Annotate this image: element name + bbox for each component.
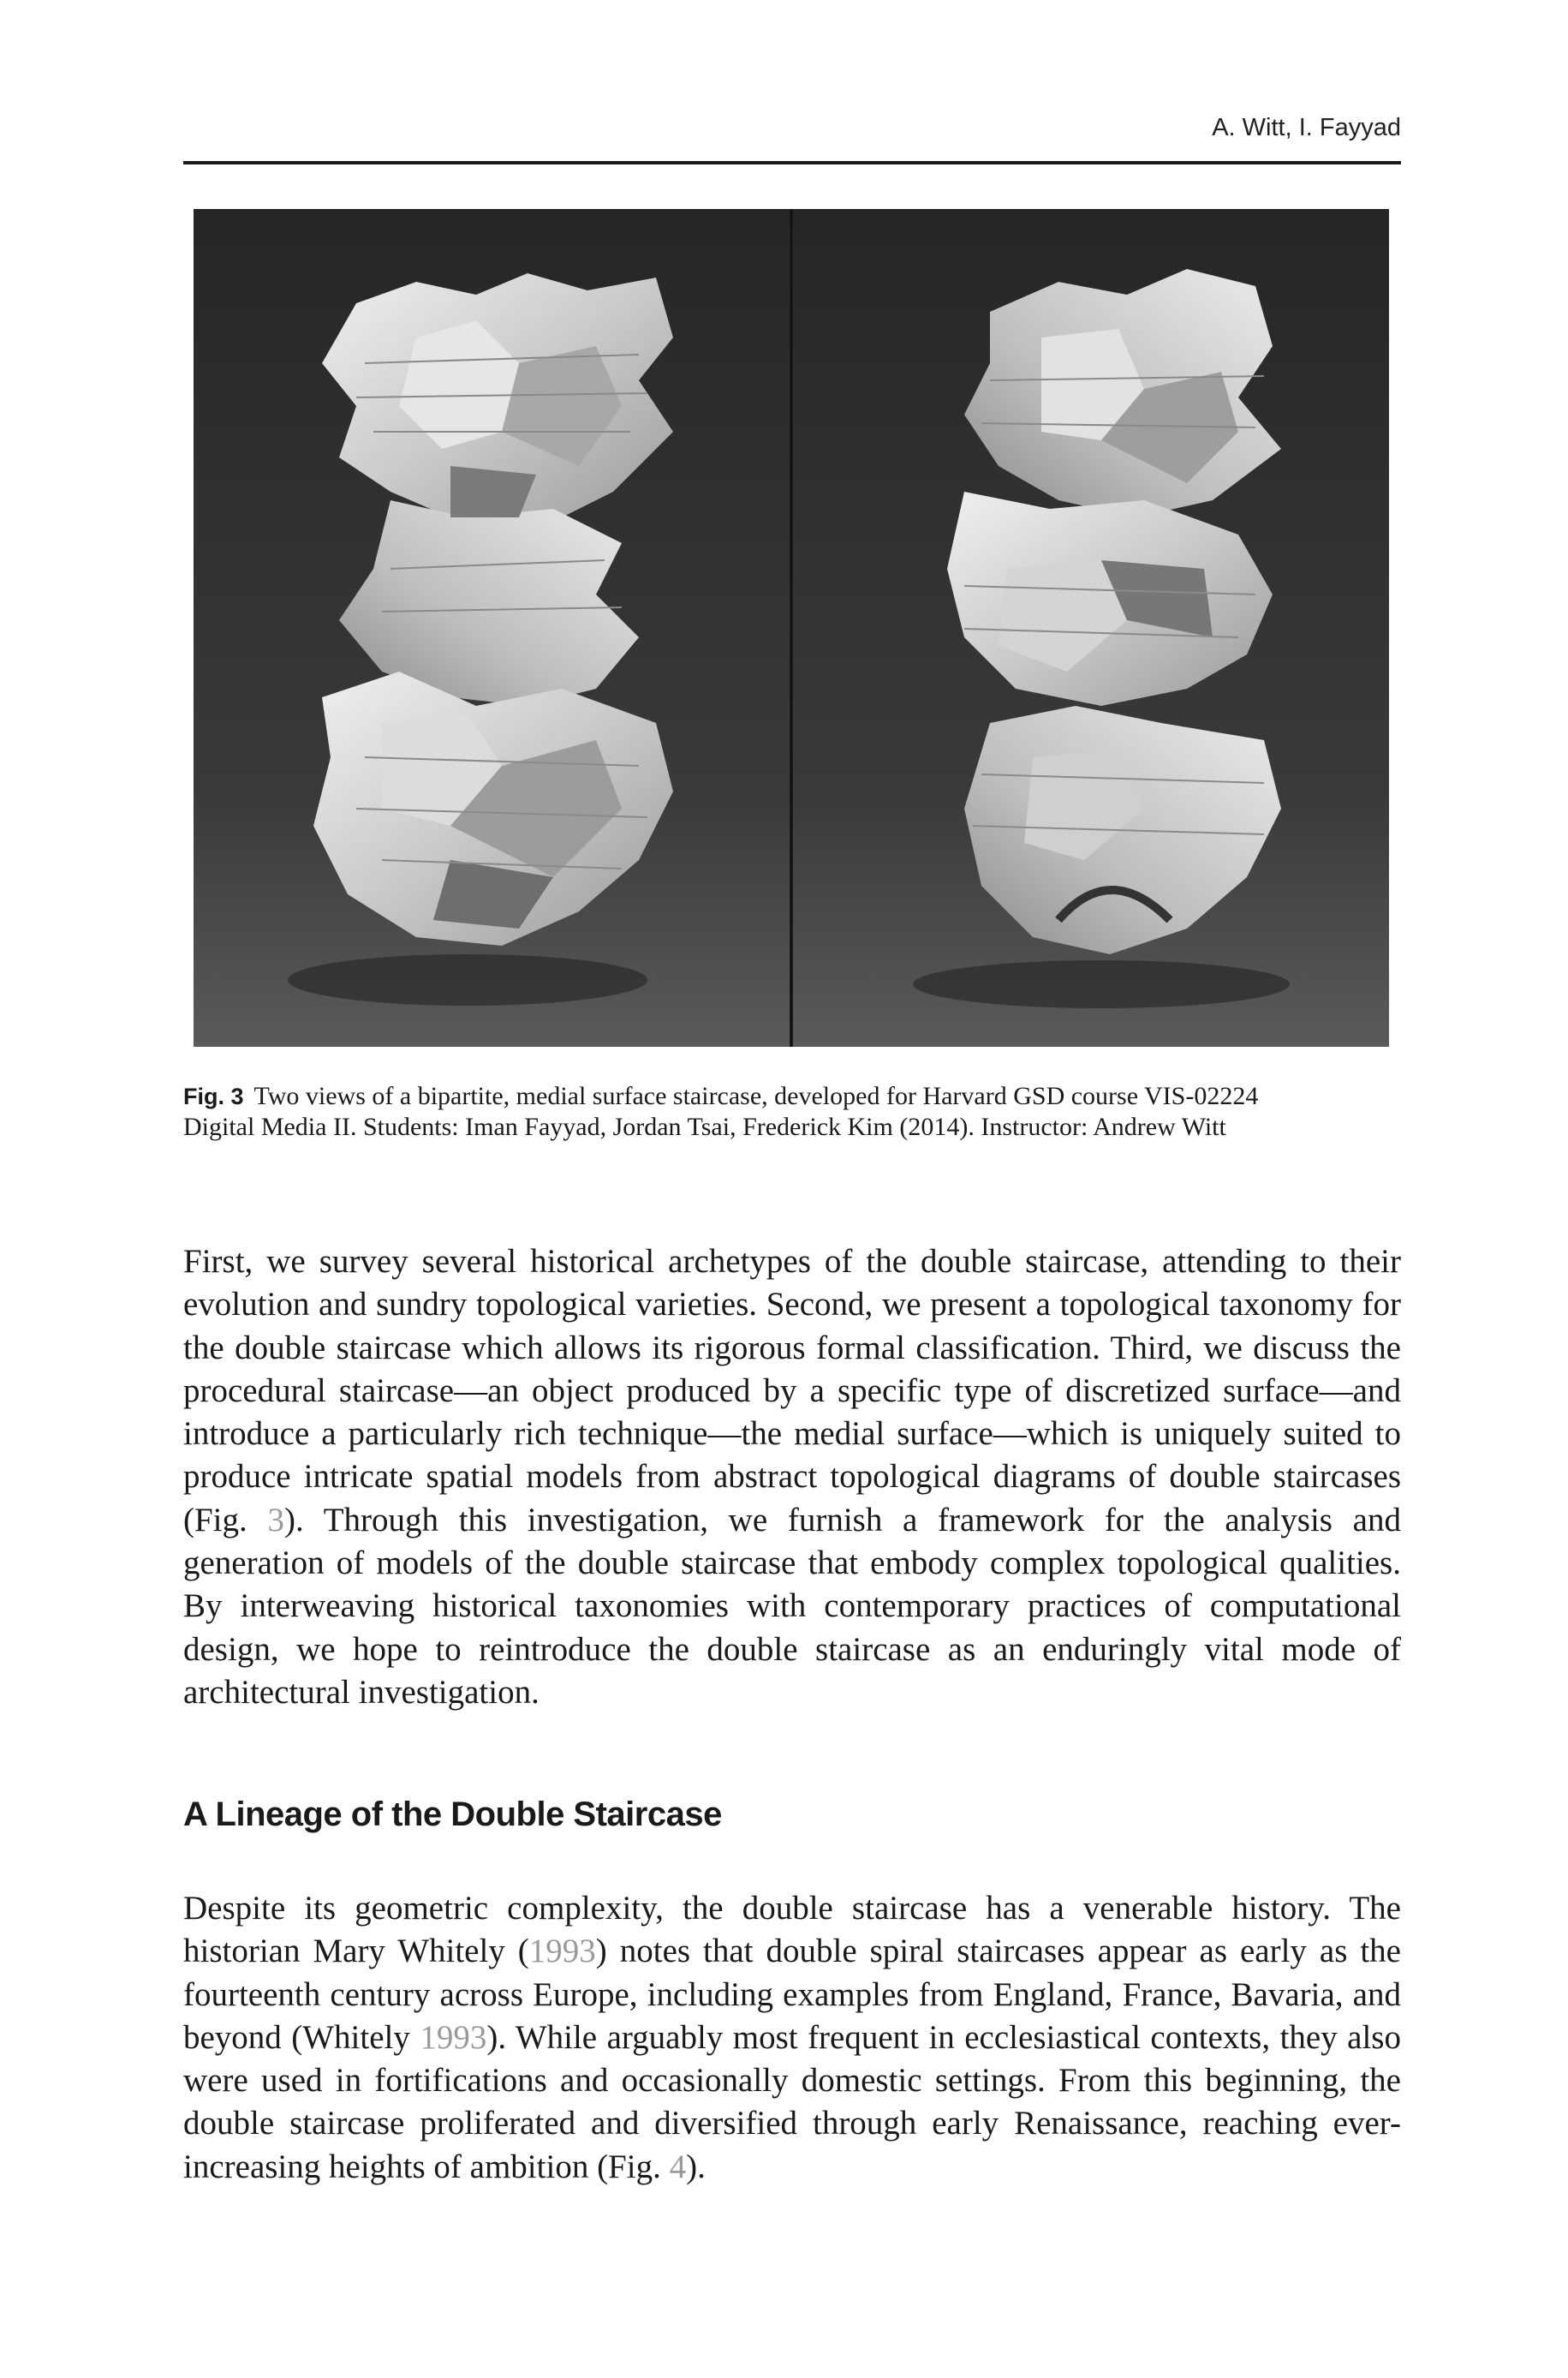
caption-line-2: Digital Media II. Students: Iman Fayyad, Jordan Tsai, Frederick Kim (2014). Instructor: Andrew Witt [183,1113,1226,1141]
p2-text-d: ). [686,2148,706,2185]
caption-line-1: Two views of a bipartite, medial surface staircase, developed for Harvard GSD course VIS-02224 [253,1082,1259,1110]
figure-3-link[interactable]: 3 [267,1501,284,1539]
running-head: A. Witt, I. Fayyad [1212,114,1401,141]
figure-label: Fig. 3 [183,1084,244,1109]
p1-text-end: ). Through this investigation, we furnish a framework for the analysis and generation of models of the double staircase that embody complex topological qualities. By interweaving historical taxonomies with contemporary practices of computational design, we hope to reintroduce the double staircase as an enduringly vital mode of architectural investigation. [183,1501,1401,1711]
p2-text-c: ). While arguably most frequent in ecclesiastical contexts, they also were used in fortifications and occasionally domestic settings. From this beginning, the double staircase proliferated and diversified through early Renaissance, reaching ever-increasing heights of ambition (Fig. [183,2018,1401,2185]
paragraph-intro [183,1240,1401,1714]
paragraph-lineage [183,1887,1401,2189]
figure-4-link[interactable]: 4 [669,2148,687,2185]
staircase-photos [194,209,1389,1047]
p2-text-a: Despite its geometric complexity, the double staircase has a venerable history. The historian Mary Whitely ( [183,1890,1401,1970]
p2-text-b: ) notes that double spiral staircases appear as early as the fourteenth century across Europe, including examples from England, France, Bavaria, and beyond (Whitely [183,1933,1401,2056]
p1-text: First, we survey several historical archetypes of the double staircase, attending to their evolution and sundry topological varieties. Second, we present a topological taxonomy for the double staircase which allows its rigorous formal classification. Third, we discuss the procedural staircase—an object produced by a specific type of discretized surface—and introduce a particularly rich technique—the medial surface—which is uniquely suited to produce intricate spatial models from abstract topological diagrams of double staircases (Fig. [183,1243,1401,1539]
figure-caption [183,1081,1401,1143]
citation-whitely-1[interactable]: 1993 [528,1933,596,1970]
header-rule [183,161,1401,164]
citation-whitely-2[interactable]: 1993 [420,2018,487,2056]
figure-3-photo [194,209,1389,1047]
section-heading: A Lineage of the Double Staircase [183,1795,722,1833]
